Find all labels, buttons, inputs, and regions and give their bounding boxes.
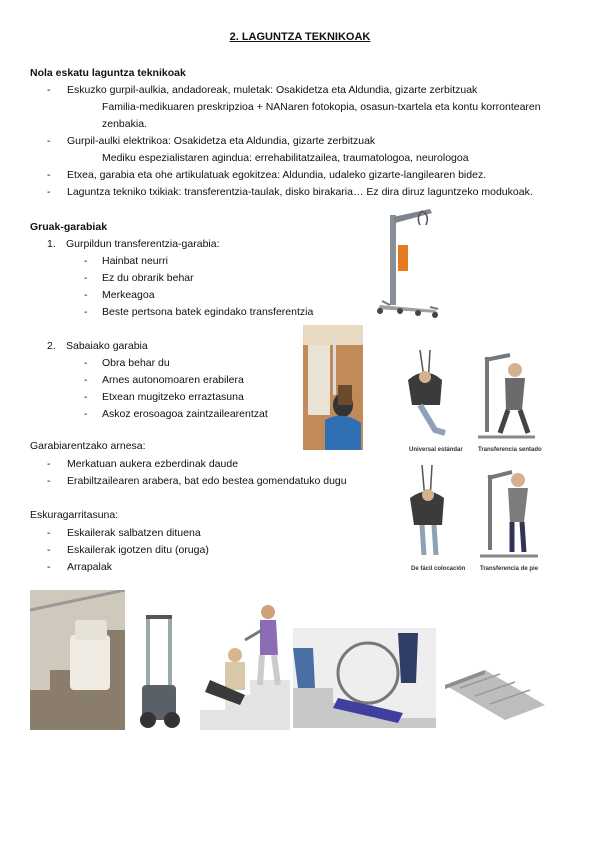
list-item: Mediku espezialistaren agindua: errehabilitatzailea, traumatologoa, neurologoa [102, 152, 469, 164]
list-item: Ez du obrarik behar [102, 272, 194, 284]
list-item: Gurpil-aulki elektrikoa: Osakidetza eta Aldundia, gizarte zerbitzuak [67, 135, 376, 147]
section-heading-cranes: Gruak-garabiak [30, 221, 108, 233]
list-item: Eskailerak igotzen ditu (oruga) [67, 544, 209, 556]
bullet-dash: - [47, 527, 51, 539]
bullet-dash: - [84, 374, 88, 386]
list-item: Beste pertsona batek egindako transferentzia [102, 306, 314, 318]
list-item: Merkatuan aukera ezberdinak daude [67, 458, 239, 470]
section-heading-harness: Garabiarentzako arnesa: [30, 440, 146, 452]
stairlift-image [30, 590, 125, 730]
bullet-dash: - [47, 186, 51, 198]
section-heading-request: Nola eskatu laguntza teknikoak [30, 67, 186, 79]
list-item: Laguntza tekniko txikiak: transferentzia-taulak, disko birakaria… Ez dira diruz laguntzeko modukoak. [67, 186, 533, 198]
list-item: Arrapalak [67, 561, 112, 573]
ceiling-lift-photo [303, 325, 363, 450]
list-item: Familia-medikuaren preskripzioa + NANaren fotokopia, osasun-txartela eta kontu korrontearen [102, 101, 541, 113]
list-item: Erabiltzailearen arabera, bat edo bestea gomendatuko dugu [67, 475, 347, 487]
bullet-dash: - [84, 272, 88, 284]
bullet-dash: - [47, 475, 51, 487]
bullet-dash: - [47, 561, 51, 573]
list-item: Etxean mugitzeko erraztasuna [102, 391, 244, 403]
list-item: Askoz erosoagoa zaintzailearentzat [102, 408, 268, 420]
bullet-dash: - [84, 255, 88, 267]
harness-types-image-bottom [400, 460, 550, 575]
portable-ramps-image [440, 660, 550, 725]
bullet-dash: - [47, 169, 51, 181]
list-item: Obra behar du [102, 357, 170, 369]
mobile-patient-lift-image [360, 205, 450, 320]
page-title: 2. LAGUNTZA TEKNIKOAK [229, 31, 371, 43]
bullet-dash: - [47, 458, 51, 470]
caption-universal: Universal estándar [409, 447, 463, 453]
section-heading-accessibility: Eskuragarritasuna: [30, 509, 119, 521]
subheading-ceiling-crane: Sabaiako garabia [66, 340, 148, 352]
bullet-dash: - [47, 135, 51, 147]
bullet-dash: - [84, 306, 88, 318]
list-number: 1. [47, 238, 56, 250]
wheelchair-stair-climber-image [293, 628, 436, 728]
list-item: Etxea, garabia eta ohe artikulatuak egokitzea: Aldundia, udaleko gizarte-langilearen bidez. [67, 169, 487, 181]
bullet-dash: - [47, 84, 51, 96]
bullet-dash: - [84, 391, 88, 403]
tracked-stair-climber-image [190, 600, 290, 730]
list-item: Arnes autonomoaren erabilera [102, 374, 244, 386]
bullet-dash: - [84, 289, 88, 301]
caption-standing-transfer: Transferencia de pie [480, 566, 539, 572]
bullet-dash: - [47, 544, 51, 556]
list-item: zenbakia. [102, 118, 147, 130]
harness-types-image-top [400, 345, 550, 460]
stair-climber-image [128, 610, 188, 730]
list-number: 2. [47, 340, 56, 352]
subheading-mobile-crane: Gurpildun transferentzia-garabia: [66, 238, 220, 250]
list-item: Eskailerak salbatzen dituena [67, 527, 201, 539]
list-item: Merkeagoa [102, 289, 155, 301]
list-item: Hainbat neurri [102, 255, 168, 267]
list-item: Eskuzko gurpil-aulkia, andadoreak, muletak: Osakidetza eta Aldundia, gizarte zerbitzuak [67, 84, 478, 96]
caption-seated-transfer: Transferencia sentado [478, 447, 542, 453]
bullet-dash: - [84, 408, 88, 420]
caption-easy-fit: De fácil colocación [411, 566, 466, 572]
bullet-dash: - [84, 357, 88, 369]
